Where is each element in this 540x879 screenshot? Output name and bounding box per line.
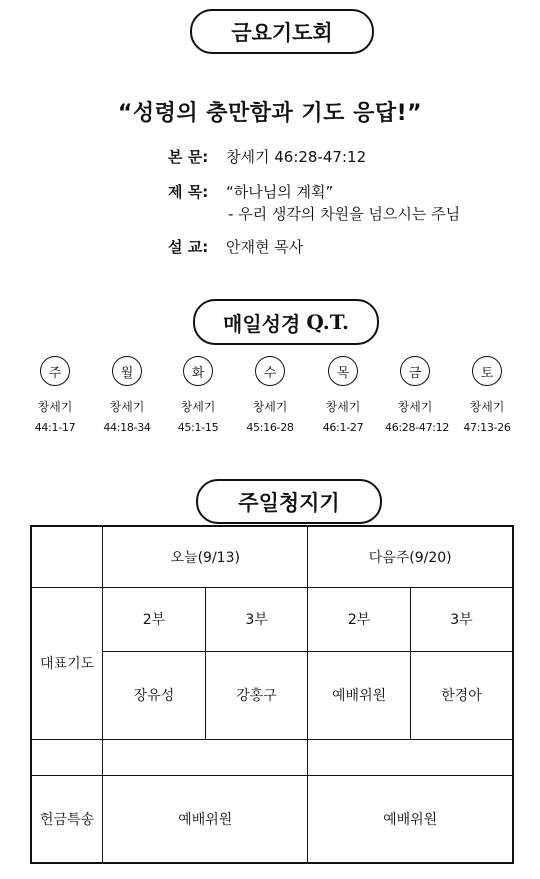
row-label-offering: 헌금특송 [31, 775, 103, 863]
daily-qt-heading-ko: 매일성경 [223, 311, 301, 336]
day-circle: 수 [255, 356, 285, 386]
subject-row [168, 181, 333, 202]
sunday-stewards-heading [196, 479, 382, 524]
qt-day-tue [168, 356, 228, 434]
qt-day-sun [25, 356, 85, 434]
qt-day-fri [385, 356, 450, 434]
table-row [31, 775, 513, 863]
prayer-next-2: 예배위원 [308, 651, 411, 739]
day-book: 창세기 [397, 400, 433, 414]
empty-cell [103, 739, 308, 775]
sunday-stewards-heading-text: 주일청지기 [238, 490, 340, 515]
day-verse: 44:18-34 [103, 421, 151, 434]
day-circle: 금 [400, 356, 430, 386]
qt-day-sat [457, 356, 517, 434]
day-verse: 44:1-17 [34, 421, 76, 434]
friday-prayer-heading-text: 금요기도회 [231, 20, 333, 45]
header-today: 오늘(9/13) [103, 526, 308, 587]
stewards-table [30, 525, 514, 864]
day-verse: 46:28-47:12 [385, 421, 450, 434]
preacher-label: 설 교: [168, 238, 209, 256]
service-label: 3부 [410, 587, 513, 651]
table-row [31, 526, 513, 587]
subject-subtitle: - 우리 생각의 차원을 넘으시는 주님 [228, 205, 461, 223]
prayer-next-3: 한경아 [410, 651, 513, 739]
day-book: 창세기 [180, 400, 216, 414]
day-book: 창세기 [469, 400, 505, 414]
table-row [31, 651, 513, 739]
prayer-today-3: 강홍구 [205, 651, 308, 739]
table-corner-cell [31, 526, 103, 587]
preacher-value: 안재현 목사 [226, 238, 304, 256]
day-circle: 토 [472, 356, 502, 386]
scripture-label: 본 문: [168, 148, 209, 166]
day-book: 창세기 [325, 400, 361, 414]
service-label: 2부 [103, 587, 206, 651]
qt-day-wed [240, 356, 300, 434]
day-circle: 주 [40, 356, 70, 386]
day-book: 창세기 [37, 400, 73, 414]
subject-label: 제 목: [168, 183, 209, 201]
qt-day-mon [97, 356, 157, 434]
daily-qt-heading [193, 299, 379, 345]
day-verse: 47:13-26 [463, 421, 511, 434]
empty-cell [31, 739, 103, 775]
scripture-row [168, 146, 366, 167]
day-verse: 46:1-27 [322, 421, 364, 434]
service-label: 3부 [205, 587, 308, 651]
scripture-value: 창세기 46:28-47:12 [226, 148, 367, 166]
day-book: 창세기 [252, 400, 288, 414]
prayer-today-2: 장유성 [103, 651, 206, 739]
empty-cell [308, 739, 513, 775]
sermon-title: “성령의 충만함과 기도 응답!” [117, 101, 423, 126]
day-circle: 월 [112, 356, 142, 386]
preacher-row [168, 236, 303, 257]
table-row [31, 739, 513, 775]
day-book: 창세기 [109, 400, 145, 414]
header-next-week: 다음주(9/20) [308, 526, 513, 587]
day-verse: 45:1-15 [177, 421, 219, 434]
table-row [31, 587, 513, 651]
daily-qt-heading-en: Q.T. [306, 310, 349, 334]
service-label: 2부 [308, 587, 411, 651]
day-circle: 목 [328, 356, 358, 386]
friday-prayer-heading [190, 9, 374, 54]
offering-next: 예배위원 [308, 775, 513, 863]
day-circle: 화 [183, 356, 213, 386]
day-verse: 45:16-28 [246, 421, 294, 434]
row-label-prayer: 대표기도 [31, 587, 103, 739]
qt-day-thu [313, 356, 373, 434]
offering-today: 예배위원 [103, 775, 308, 863]
subject-value: “하나님의 계획” [226, 183, 334, 201]
